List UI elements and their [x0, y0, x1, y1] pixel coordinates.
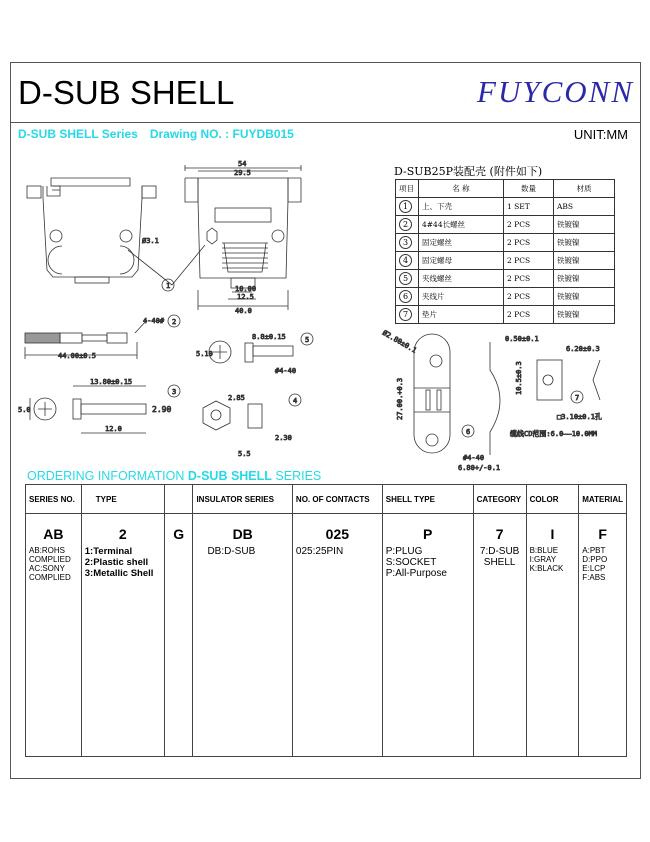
code-color: I — [526, 514, 579, 545]
part-material: 铁镀镍 — [554, 270, 615, 288]
part-name: 4#44长螺丝 — [419, 216, 504, 234]
desc-line: S:SOCKET — [385, 557, 437, 568]
desc-line: DB:D-SUB — [207, 546, 256, 557]
parts-row — [396, 306, 615, 324]
code-type: 2 — [81, 514, 164, 545]
part-name: 夹线螺丝 — [419, 270, 504, 288]
dim-5-5: 5.5 — [238, 450, 251, 458]
part-name: 上、下壳 — [419, 198, 504, 216]
desc-category — [473, 544, 526, 757]
code-contacts: 025 — [292, 514, 382, 545]
dim-2-90: 2.90 — [152, 405, 172, 414]
parts-row — [396, 216, 615, 234]
parts-row — [396, 252, 615, 270]
dim-4-40-plate: #4-40 — [463, 454, 485, 462]
part-material: ABS — [554, 198, 615, 216]
part-name: 固定螺母 — [419, 252, 504, 270]
code-category: 7 — [473, 514, 526, 545]
dim-12-5: 12.5 — [237, 293, 254, 301]
col-shell-type: SHELL TYPE — [382, 485, 473, 514]
part-name: 垫片 — [419, 306, 504, 324]
desc-line: 3:Metallic Shell — [84, 568, 154, 579]
col-series-no: SERIES NO. — [26, 485, 82, 514]
dim-6-8: 6.80+/-0.1 — [458, 464, 501, 472]
code-material: F — [579, 514, 627, 545]
desc-type — [81, 544, 164, 757]
desc-line: B:BLUE — [529, 546, 559, 555]
callout-2: 2 — [172, 318, 177, 326]
parts-row — [396, 288, 615, 306]
desc-g — [164, 544, 193, 757]
code-g: G — [164, 514, 193, 545]
desc-line: SHELL — [483, 557, 516, 568]
desc-material — [579, 544, 627, 757]
dim-10-5: 10.5±0.3 — [515, 361, 523, 395]
desc-line: COMPLIED — [29, 555, 71, 564]
ordering-code-row — [26, 514, 627, 545]
item-number: 7 — [399, 308, 412, 321]
item-number: 4 — [399, 254, 412, 267]
code-series: AB — [26, 514, 82, 545]
col-category: CATEGORY — [473, 485, 526, 514]
part-material: 铁镀镍 — [554, 288, 615, 306]
ordering-header-row — [26, 485, 627, 514]
part-material: 铁镀镍 — [554, 234, 615, 252]
dim-8-8: 8.8±0.15 — [252, 333, 286, 341]
dim-phi3-1: Ø3.1 — [142, 237, 159, 245]
header-material: 材质 — [554, 180, 615, 198]
desc-contacts — [292, 544, 382, 757]
desc-line: 025:25PIN — [295, 546, 344, 557]
item-number: 6 — [399, 290, 412, 303]
callout-4: 4 — [293, 397, 298, 405]
header-qty: 数量 — [504, 180, 554, 198]
dim-2-30: 2.30 — [275, 434, 292, 442]
shell-side-view — [27, 178, 156, 283]
dim-4-40-clamp: #4-40 — [275, 367, 297, 375]
clamp-screw — [209, 341, 293, 363]
callout-6: 6 — [466, 428, 471, 436]
dim-0-5: 0.50±0.1 — [505, 335, 539, 343]
dim-12-0: 12.0 — [105, 425, 122, 433]
drawing-number: Drawing NO. : FUYDB015 — [149, 127, 294, 141]
part-qty: 2 PCS — [504, 234, 554, 252]
callout-1: 1 — [166, 282, 171, 290]
desc-line: F:ABS — [582, 573, 606, 582]
part-qty: 2 PCS — [504, 216, 554, 234]
part-material: 铁镀镍 — [554, 216, 615, 234]
part-name: 夹线片 — [419, 288, 504, 306]
desc-line: P:All-Purpose — [385, 568, 447, 579]
dim-27: 27.00.+0.3 — [396, 377, 404, 420]
parts-row — [396, 270, 615, 288]
ordering-heading-a: ORDERING INFORMATION — [27, 469, 188, 483]
ordering-table — [25, 484, 627, 757]
series-label: D-SUB SHELL Series — [18, 127, 138, 141]
desc-line: I:GRAY — [529, 555, 557, 564]
code-shell-type: P — [382, 514, 473, 545]
desc-line: D:PPO — [582, 555, 608, 564]
part-material: 铁镀镍 — [554, 306, 615, 324]
item-number: 2 — [399, 218, 412, 231]
hex-nut — [203, 401, 262, 430]
desc-line: E:LCP — [582, 564, 606, 573]
dim-54: 54 — [238, 160, 247, 168]
col-insulator-series: INSULATOR SERIES — [193, 485, 292, 514]
desc-insulator — [193, 544, 292, 757]
header-item: 项目 — [396, 180, 419, 198]
cable-range-note: 缆线CD范围:6.0——10.0MM — [510, 430, 598, 438]
part-qty: 2 PCS — [504, 288, 554, 306]
ordering-desc-row — [26, 544, 627, 757]
dim-phi2-8: Ø2.80±0.1 — [381, 328, 418, 355]
col-no-of-contacts: NO. OF CONTACTS — [292, 485, 382, 514]
part-qty: 2 PCS — [504, 306, 554, 324]
dim-13-8: 13.80±0.15 — [90, 378, 133, 386]
desc-shell-type — [382, 544, 473, 757]
part-qty: 2 PCS — [504, 270, 554, 288]
dim-10: 10.00 — [235, 285, 257, 293]
desc-line: COMPLIED — [29, 573, 71, 582]
callout-5: 5 — [305, 336, 310, 344]
item-number: 5 — [399, 272, 412, 285]
part-material: 铁镀镍 — [554, 252, 615, 270]
ordering-heading — [27, 469, 321, 483]
dim-44: 44.00±0.5 — [58, 352, 96, 360]
part-name: 固定螺丝 — [419, 234, 504, 252]
parts-row — [396, 234, 615, 252]
dim-29-5: 29.5 — [234, 169, 251, 177]
part-qty: 2 PCS — [504, 252, 554, 270]
code-insulator: DB — [193, 514, 292, 545]
part-qty: 1 SET — [504, 198, 554, 216]
col-material: MATERIAL — [579, 485, 627, 514]
dim-4-40-screw: 4-40# — [143, 317, 165, 325]
item-number: 1 — [399, 200, 412, 213]
desc-line: K:BLACK — [529, 564, 564, 573]
desc-series — [26, 544, 82, 757]
desc-color — [526, 544, 579, 757]
desc-line: 2:Plastic shell — [84, 557, 149, 568]
sheet-title: D-SUB SHELL — [18, 74, 235, 111]
header-name: 名 称 — [419, 180, 504, 198]
desc-line: AB:ROHS — [29, 546, 66, 555]
dim-2-85: 2.85 — [228, 394, 245, 402]
callout-7: 7 — [575, 394, 580, 402]
desc-line: P:PLUG — [385, 546, 423, 557]
col-g — [164, 485, 193, 514]
desc-line: AC:SONY — [29, 564, 66, 573]
parts-row — [396, 198, 615, 216]
desc-line: A:PBT — [582, 546, 606, 555]
brand-logo: FUYCONN — [477, 74, 634, 109]
parts-title: D-SUB25P装配壳 (附件如下) — [394, 165, 543, 178]
ordering-heading-b: D-SUB SHELL — [187, 469, 272, 483]
dim-5-10: 5.10 — [196, 350, 213, 358]
fixing-screw — [30, 386, 146, 433]
dim-6-2: 6.20±0.3 — [566, 345, 600, 353]
desc-line: 1:Terminal — [84, 546, 133, 557]
desc-line: 7:D-SUB — [479, 546, 520, 557]
item-number: 3 — [399, 236, 412, 249]
dim-hole: □3.10±0.1孔 — [557, 413, 602, 421]
dim-5-0: 5.0 — [18, 406, 31, 414]
parts-table — [395, 179, 615, 324]
dim-40: 40.0 — [235, 307, 252, 315]
ordering-heading-c: SERIES — [271, 469, 322, 483]
parts-header-row — [396, 180, 615, 198]
col-color: COLOR — [526, 485, 579, 514]
col-type: TYPE — [81, 485, 164, 514]
callout-3: 3 — [172, 388, 177, 396]
unit-label: UNIT:MM — [573, 127, 628, 142]
